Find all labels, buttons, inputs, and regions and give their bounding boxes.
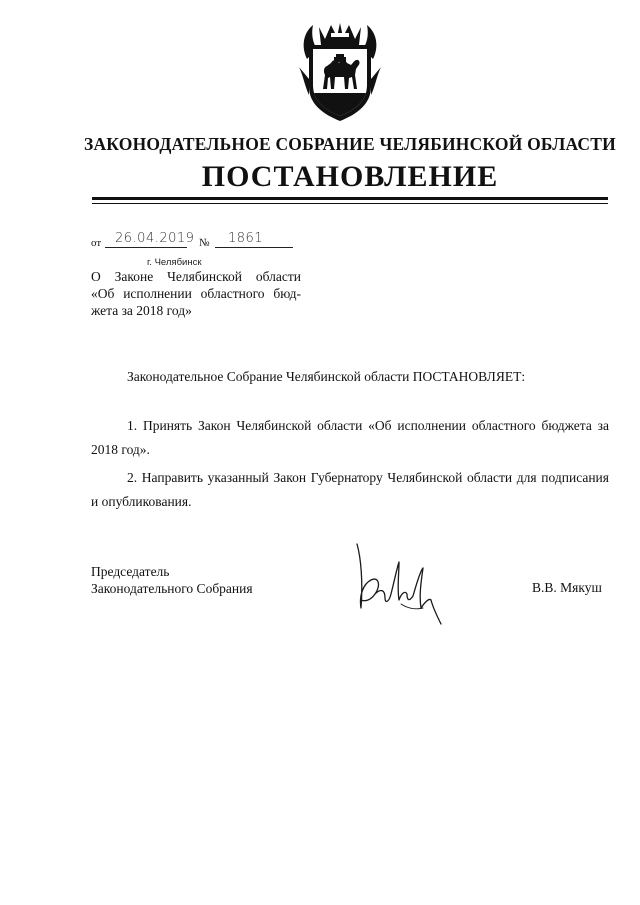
- subject-line: «Об исполнении областного бюд-: [91, 286, 301, 301]
- resolution-intro: Законодательное Собрание Челябинской области ПОСТАНОВЛЯЕТ:: [127, 369, 526, 384]
- date-underline: [105, 247, 187, 248]
- document-type-title: ПОСТАНОВЛЕНИЕ: [201, 160, 499, 193]
- subject-line: О Законе Челябинской области: [91, 269, 301, 284]
- signer-name: В.В. Мякуш: [532, 580, 602, 595]
- date-label: от: [91, 237, 102, 249]
- signer-title: [91, 563, 253, 597]
- signer-title-line: Законодательного Собрания: [91, 581, 253, 596]
- city-name: г. Челябинск: [147, 257, 202, 268]
- resolution-item-1: 1. Принять Закон Челябинской области «Об исполнении областного бюджета за 2018 год».: [91, 418, 609, 457]
- header-divider-thick: [92, 197, 608, 200]
- number-value: 1861: [228, 231, 264, 246]
- resolution-item-2: 2. Направить указанный Закон Губернатору Челябинской области для подписания и опубликования.: [91, 470, 609, 509]
- signer-title-line: Председатель: [91, 564, 170, 579]
- organization-title: ЗАКОНОДАТЕЛЬНОЕ СОБРАНИЕ ЧЕЛЯБИНСКОЙ ОБЛАСТИ: [84, 134, 616, 154]
- header-divider-thin: [92, 203, 608, 204]
- number-label: №: [199, 237, 210, 249]
- handwritten-signature-icon: [345, 538, 455, 630]
- coat-of-arms-icon: [297, 19, 383, 123]
- number-underline: [215, 247, 293, 248]
- document-subject: [91, 268, 301, 319]
- date-value: 26.04.2019: [115, 231, 195, 246]
- subject-line: жета за 2018 год»: [91, 303, 192, 318]
